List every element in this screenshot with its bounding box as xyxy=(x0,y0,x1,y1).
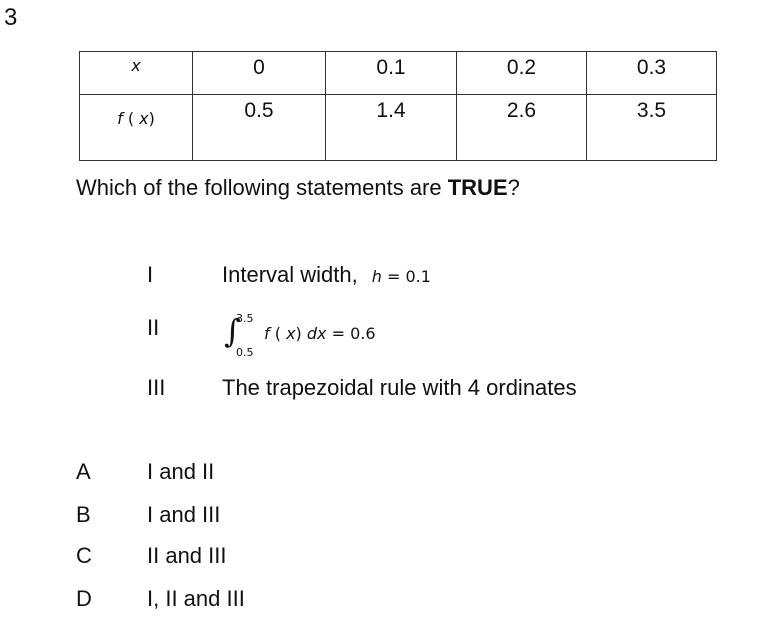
table-header-x: x xyxy=(80,52,193,95)
option-letter-c[interactable]: C xyxy=(76,543,92,568)
table-cell: 0.2 xyxy=(457,52,587,95)
option-text-a[interactable]: I and II xyxy=(147,459,215,484)
table-cell: 3.5 xyxy=(587,95,717,161)
table-header-fx: f ( x) xyxy=(80,95,193,161)
table-row-fx xyxy=(80,95,717,161)
option-letter-b[interactable]: B xyxy=(76,502,91,527)
option-letter-a[interactable]: A xyxy=(76,459,91,484)
statement-numeral-3: III xyxy=(147,375,166,400)
option-text-b[interactable]: I and III xyxy=(147,502,221,527)
table-cell: 0.3 xyxy=(587,52,717,95)
option-letter-d[interactable]: D xyxy=(76,586,92,611)
integral-sign: ∫ xyxy=(224,312,241,350)
table-cell: 1.4 xyxy=(326,95,457,161)
question-number: 3 xyxy=(4,4,18,31)
statement-numeral-1: I xyxy=(147,262,154,287)
integral-lower-limit: 0.5 xyxy=(236,346,254,359)
question-prompt: Which of the following statements are TRUE? xyxy=(76,175,520,200)
option-text-c[interactable]: II and III xyxy=(147,543,227,568)
table-cell: 2.6 xyxy=(457,95,587,161)
statement-numeral-2: II xyxy=(147,315,160,340)
statement-text-3: The trapezoidal rule with 4 ordinates xyxy=(222,375,577,400)
data-table xyxy=(79,51,717,161)
integrand: f ( x) dx = 0.6 xyxy=(264,324,376,343)
option-text-d[interactable]: I, II and III xyxy=(147,586,245,611)
statement-text-1: Interval width, h = 0.1 xyxy=(222,262,431,287)
table-cell: 0.1 xyxy=(326,52,457,95)
integral-upper-limit: 3.5 xyxy=(236,312,254,325)
integral-expression xyxy=(222,312,422,362)
table-cell: 0 xyxy=(193,52,326,95)
table-cell: 0.5 xyxy=(193,95,326,161)
table-row-x xyxy=(80,52,717,95)
